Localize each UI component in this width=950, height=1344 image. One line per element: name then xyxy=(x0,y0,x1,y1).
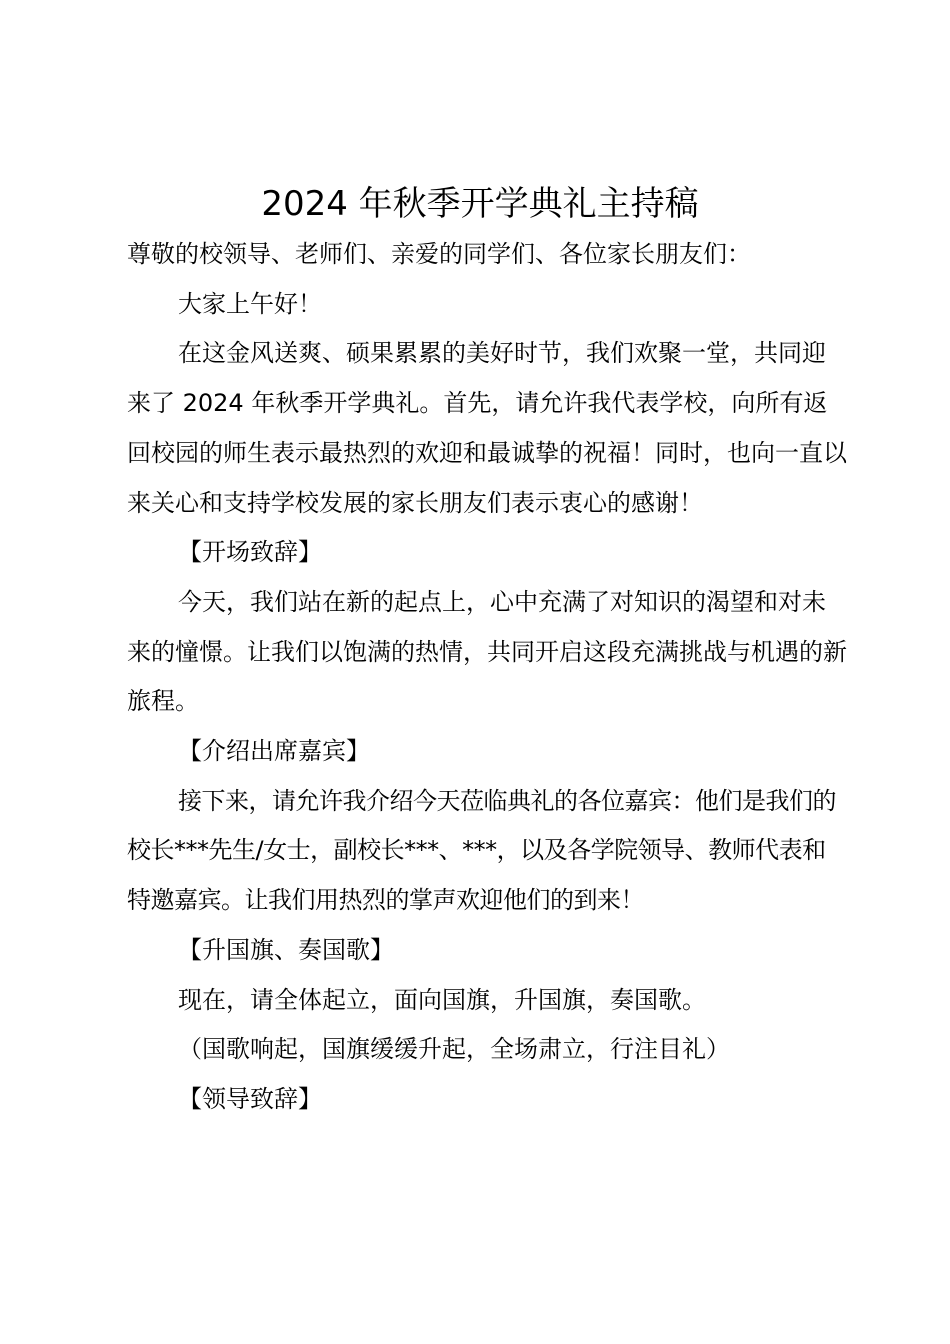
salutation-paragraph: 尊敬的校领导、老师们、亲爱的同学们、各位家长朋友们： xyxy=(127,240,751,268)
flag-raising-paragraph: 现在，请全体起立，面向国旗，升国旗，奏国歌。 xyxy=(178,985,706,1014)
section-heading-guests: 【介绍出席嘉宾】 xyxy=(178,737,370,766)
section-heading-flag-raising: 【升国旗、奏国歌】 xyxy=(178,935,394,964)
flag-raising-note: （国歌响起，国旗缓缓升起，全场肃立，行注目礼） xyxy=(178,1035,730,1064)
document-body xyxy=(127,230,847,1125)
opening-paragraph: 在这金风送爽、硕果累累的美好时节，我们欢聚一堂，共同迎来了 2024 年秋季开学典礼。首先，请允许我代表学校，向所有返回校园的师生表示最热烈的欢迎和最诚挚的祝福！同时，也向一直以来关心和支持学校发展的家长朋友们表示衷心的感谢！ xyxy=(127,339,847,517)
section-heading-opening-speech: 【开场致辞】 xyxy=(178,538,322,567)
opening-speech-paragraph: 今天，我们站在新的起点上，心中充满了对知识的渴望和对未来的憧憬。让我们以饱满的热情，共同开启这段充满挑战与机遇的新旅程。 xyxy=(127,587,847,716)
section-heading-leader-speech: 【领导致辞】 xyxy=(178,1084,322,1113)
greeting-paragraph: 大家上午好！ xyxy=(178,289,322,318)
document-title: 2024 年秋季开学典礼主持稿 xyxy=(261,184,699,224)
guests-paragraph: 接下来，请允许我介绍今天莅临典礼的各位嘉宾：他们是我们的校长***先生/女士，副校长***、***，以及各学院领导、教师代表和特邀嘉宾。让我们用热烈的掌声欢迎他们的到来！ xyxy=(127,786,836,915)
